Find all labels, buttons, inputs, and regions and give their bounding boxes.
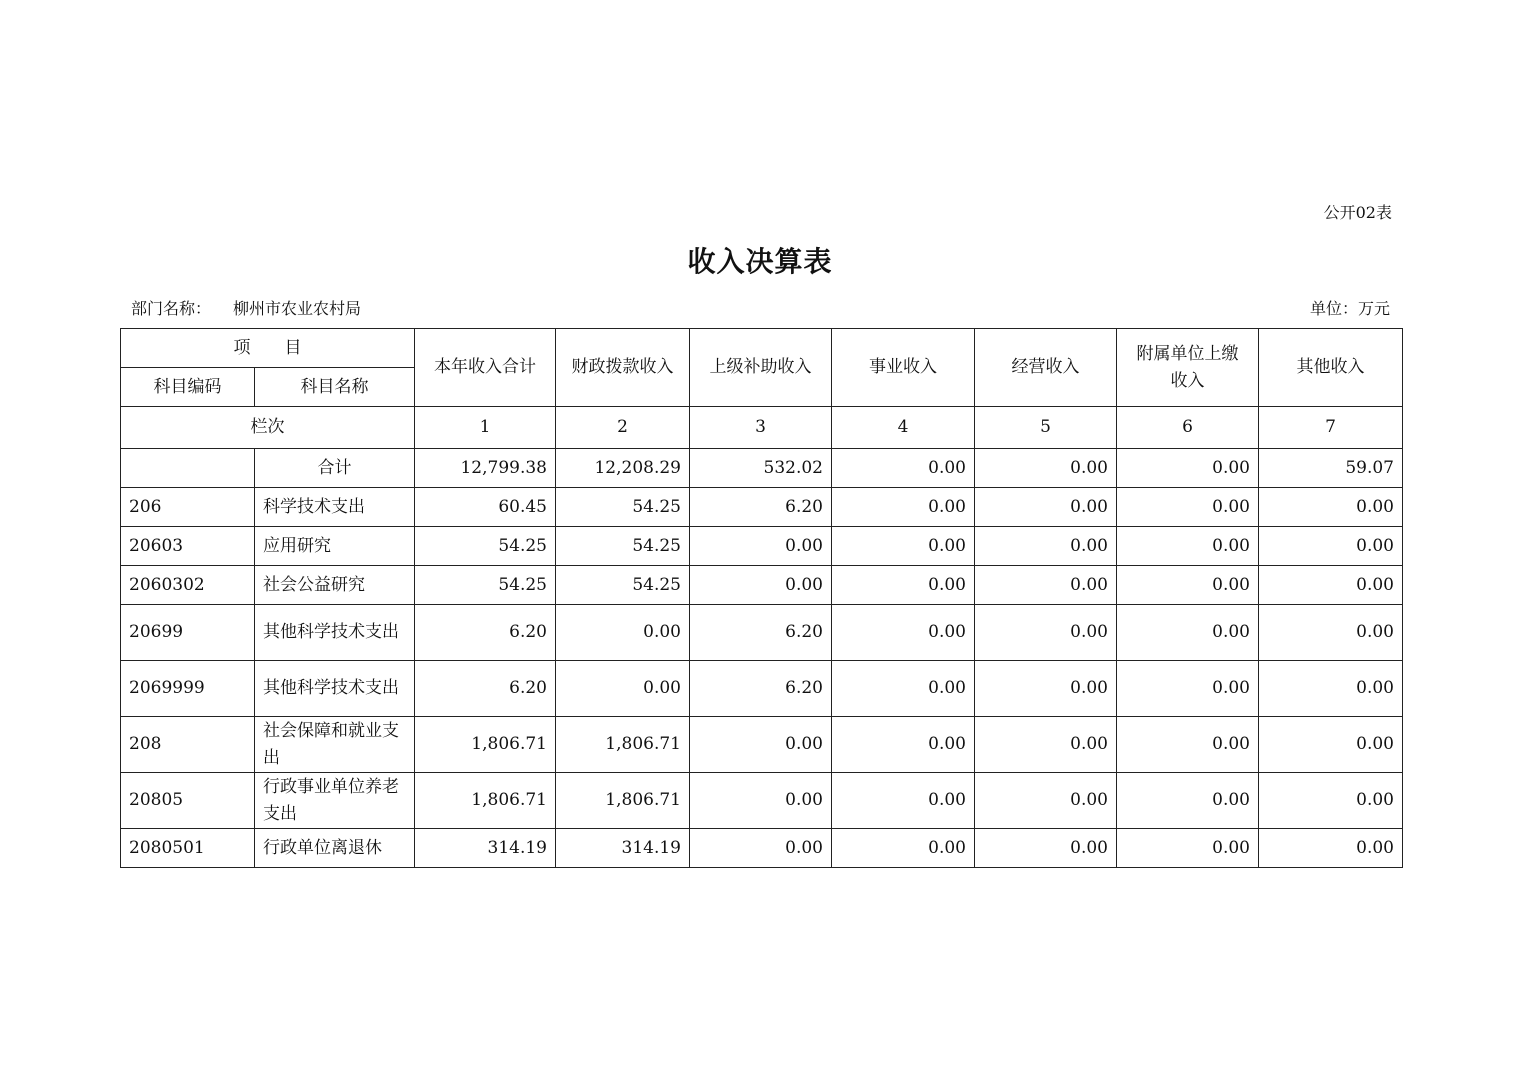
value-cell: 0.00: [1259, 829, 1403, 868]
subject-name-cell: 社会公益研究: [255, 566, 415, 605]
subject-code-cell: 20805: [121, 773, 255, 829]
subject-code-cell: 20603: [121, 527, 255, 566]
value-cell: 6.20: [415, 605, 556, 661]
value-cell: 6.20: [690, 661, 832, 717]
income-final-accounts-table: [120, 328, 1403, 868]
value-cell: 0.00: [832, 527, 975, 566]
table-row: [121, 488, 1403, 527]
header-subject-name: 科目名称: [255, 368, 415, 407]
header-superior-subsidy: 上级补助收入: [690, 329, 832, 407]
value-cell: 0.00: [975, 449, 1117, 488]
subject-name-cell: 社会保障和就业支出: [255, 717, 415, 773]
value-cell: 0.00: [556, 661, 690, 717]
value-cell: 314.19: [556, 829, 690, 868]
header-subject-code: 科目编码: [121, 368, 255, 407]
department-line: [131, 296, 361, 319]
value-cell: 0.00: [1117, 488, 1259, 527]
value-cell: 1,806.71: [556, 773, 690, 829]
column-index: 1: [415, 407, 556, 449]
value-cell: 0.00: [690, 829, 832, 868]
value-cell: 0.00: [690, 566, 832, 605]
subject-code-cell: 2069999: [121, 661, 255, 717]
value-cell: 0.00: [1117, 605, 1259, 661]
header-total-income: 本年收入合计: [415, 329, 556, 407]
header-affiliated-unit-income: 附属单位上缴收入: [1117, 329, 1259, 407]
header-fiscal-appropriation: 财政拨款收入: [556, 329, 690, 407]
subject-name-cell: 其他科学技术支出: [255, 661, 415, 717]
value-cell: 314.19: [415, 829, 556, 868]
value-cell: 532.02: [690, 449, 832, 488]
form-number: 公开02表: [1323, 203, 1392, 222]
department-label: 部门名称：: [131, 299, 212, 318]
table-row: [121, 527, 1403, 566]
value-cell: 0.00: [975, 527, 1117, 566]
header-operating-income: 经营收入: [975, 329, 1117, 407]
subject-name-cell: 其他科学技术支出: [255, 605, 415, 661]
value-cell: 0.00: [975, 566, 1117, 605]
subject-code-cell: 2060302: [121, 566, 255, 605]
value-cell: 0.00: [1259, 717, 1403, 773]
table-row: [121, 773, 1403, 829]
value-cell: 0.00: [975, 773, 1117, 829]
value-cell: 0.00: [832, 605, 975, 661]
value-cell: 0.00: [1117, 773, 1259, 829]
column-index: 6: [1117, 407, 1259, 449]
value-cell: 6.20: [415, 661, 556, 717]
value-cell: 0.00: [1117, 449, 1259, 488]
subject-code-cell: 206: [121, 488, 255, 527]
header-other-income: 其他收入: [1259, 329, 1403, 407]
value-cell: 0.00: [1117, 566, 1259, 605]
value-cell: 0.00: [975, 661, 1117, 717]
value-cell: 6.20: [690, 605, 832, 661]
value-cell: 0.00: [1259, 566, 1403, 605]
column-index-label: 栏次: [121, 407, 415, 449]
value-cell: 0.00: [1117, 829, 1259, 868]
table-row-total: [121, 449, 1403, 488]
table-row: [121, 829, 1403, 868]
column-index: 4: [832, 407, 975, 449]
value-cell: 59.07: [1259, 449, 1403, 488]
value-cell: 0.00: [832, 449, 975, 488]
value-cell: 0.00: [690, 717, 832, 773]
table-row: [121, 661, 1403, 717]
value-cell: 54.25: [556, 488, 690, 527]
value-cell: 54.25: [415, 566, 556, 605]
value-cell: 0.00: [690, 773, 832, 829]
value-cell: 0.00: [832, 661, 975, 717]
subject-name-cell: 行政单位离退休: [255, 829, 415, 868]
value-cell: 0.00: [1117, 527, 1259, 566]
header-business-income: 事业收入: [832, 329, 975, 407]
subject-code-cell: 208: [121, 717, 255, 773]
value-cell: 0.00: [1259, 773, 1403, 829]
value-cell: 12,799.38: [415, 449, 556, 488]
value-cell: 60.45: [415, 488, 556, 527]
header-item-group: 项 目: [121, 329, 415, 368]
value-cell: 54.25: [556, 527, 690, 566]
value-cell: 1,806.71: [415, 773, 556, 829]
table-row: [121, 605, 1403, 661]
subject-code-cell: 2080501: [121, 829, 255, 868]
subject-name-cell: 应用研究: [255, 527, 415, 566]
value-cell: 0.00: [832, 488, 975, 527]
column-index: 5: [975, 407, 1117, 449]
value-cell: 0.00: [1259, 527, 1403, 566]
value-cell: 0.00: [832, 566, 975, 605]
page-title: 收入决算表: [687, 245, 833, 278]
value-cell: 0.00: [556, 605, 690, 661]
subject-code-cell: [121, 449, 255, 488]
subject-name-cell: 科学技术支出: [255, 488, 415, 527]
subject-name-cell: 合计: [255, 449, 415, 488]
value-cell: 1,806.71: [556, 717, 690, 773]
value-cell: 0.00: [1259, 488, 1403, 527]
value-cell: 0.00: [975, 605, 1117, 661]
value-cell: 1,806.71: [415, 717, 556, 773]
column-index-row: [121, 407, 1403, 449]
value-cell: 6.20: [690, 488, 832, 527]
value-cell: 54.25: [556, 566, 690, 605]
value-cell: 0.00: [1117, 661, 1259, 717]
header-row: [121, 329, 1403, 368]
subject-name-cell: 行政事业单位养老支出: [255, 773, 415, 829]
value-cell: 0.00: [690, 527, 832, 566]
value-cell: 0.00: [975, 717, 1117, 773]
value-cell: 0.00: [1259, 605, 1403, 661]
value-cell: 0.00: [832, 717, 975, 773]
unit-label: 单位：万元: [1309, 299, 1390, 318]
value-cell: 0.00: [832, 829, 975, 868]
value-cell: 0.00: [975, 829, 1117, 868]
department-value: 柳州市农业农村局: [233, 299, 362, 318]
column-index: 3: [690, 407, 832, 449]
value-cell: 0.00: [832, 773, 975, 829]
value-cell: 12,208.29: [556, 449, 690, 488]
column-index: 7: [1259, 407, 1403, 449]
column-index: 2: [556, 407, 690, 449]
value-cell: 54.25: [415, 527, 556, 566]
table-row: [121, 566, 1403, 605]
value-cell: 0.00: [1117, 717, 1259, 773]
subject-code-cell: 20699: [121, 605, 255, 661]
value-cell: 0.00: [975, 488, 1117, 527]
table-row: [121, 717, 1403, 773]
value-cell: 0.00: [1259, 661, 1403, 717]
